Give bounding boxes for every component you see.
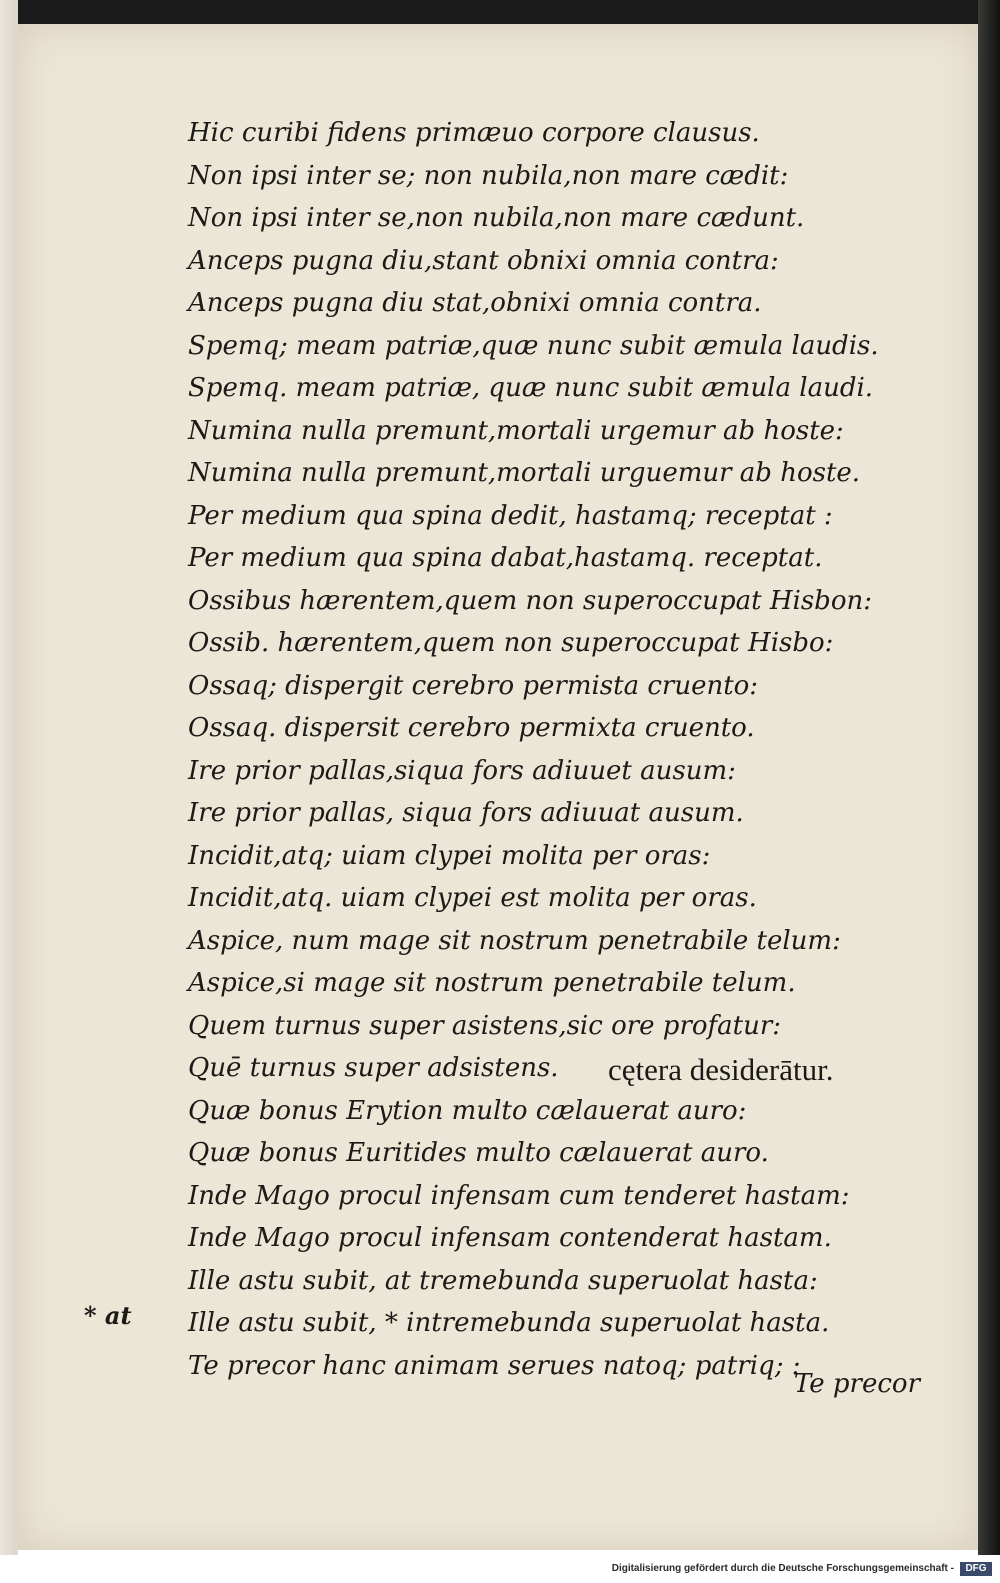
verse-line: Anceps pugna diu stat,obnixi omnia contra. [188, 288, 762, 318]
verse-line: Inde Mago procul infensam cum tenderet hastam: [188, 1180, 850, 1211]
verse-line: Spemq; meam patriæ,quæ nunc subit æmula laudis. [188, 330, 879, 361]
verse-line: Numina nulla premunt,mortali urgemur ab hoste: [188, 415, 844, 446]
book-page [18, 24, 978, 1550]
verse-line: Incidit,atq; uiam clypei molita per oras: [188, 840, 711, 871]
verse-line: Anceps pugna diu,stant obnixi omnia contra: [188, 245, 779, 276]
footer-credit: Digitalisierung gefördert durch die Deutsche Forschungsgemeinschaft - [611, 1563, 954, 1574]
verse-line: Te precor hanc animam serues natoq; patriq; : [188, 1350, 801, 1381]
verse-line: Ossaq; dispergit cerebro permista cruento: [188, 670, 759, 701]
verse-line: Non ipsi inter se; non nubila,non mare cædit: [188, 160, 789, 191]
scan-edge-right [978, 0, 1000, 1555]
scan-edge-left [0, 0, 18, 1555]
verse-line: Per medium qua spina dedit, hastamq; receptat : [188, 500, 833, 531]
margin-note: * at [84, 1301, 132, 1330]
verse-line: Incidit,atq. uiam clypei est molita per oras. [188, 883, 757, 913]
verse-line: Inde Mago procul infensam contenderat hastam. [188, 1223, 832, 1253]
footer-bar [0, 1555, 1000, 1583]
verse-line: Spemq. meam patriæ, quæ nunc subit æmula laudi. [188, 373, 874, 403]
scan-edge-top [0, 0, 1000, 26]
verse-line: Ossibus hærentem,quem non superoccupat Hisbon: [188, 585, 872, 616]
verse-line: Aspice,si mage sit nostrum penetrabile telum. [188, 968, 796, 998]
verse-line: Quem turnus super asistens,sic ore profatur: [188, 1010, 782, 1041]
verse-line: Ille astu subit, * intremebunda superuolat hasta. [188, 1308, 830, 1338]
verse-line: Aspice, num mage sit nostrum penetrabile telum: [188, 925, 841, 956]
verse-line: Ossaq. dispersit cerebro permixta cruento. [188, 713, 755, 743]
verse-line: Non ipsi inter se,non nubila,non mare cædunt. [188, 203, 805, 233]
lacuna-note: cętera desiderātur. [608, 1052, 834, 1087]
verse-line: Ille astu subit, at tremebunda superuolat hasta: [188, 1265, 818, 1296]
verse-line: Quē turnus super adsistens. [188, 1053, 559, 1083]
verse-line: Per medium qua spina dabat,hastamq. receptat. [188, 543, 823, 573]
verse-line: Hic curibi fidens primæuo corpore clausus. [188, 118, 760, 148]
verse-line: Ossib. hærentem,quem non superoccupat Hisbo: [188, 628, 834, 658]
verse-line: Ire prior pallas,siqua fors adiuuet ausum: [188, 755, 736, 786]
verse-lines [18, 24, 978, 1550]
catchword: Te precor [793, 1369, 920, 1399]
verse-line: Quæ bonus Erytion multo cælauerat auro: [188, 1095, 747, 1126]
verse-line: Ire prior pallas, siqua fors adiuuat ausum. [188, 798, 744, 828]
verse-line: Numina nulla premunt,mortali urguemur ab hoste. [188, 458, 861, 488]
dfg-logo: DFG [960, 1562, 992, 1576]
verse-line: Quæ bonus Euritides multo cælauerat auro. [188, 1138, 769, 1168]
